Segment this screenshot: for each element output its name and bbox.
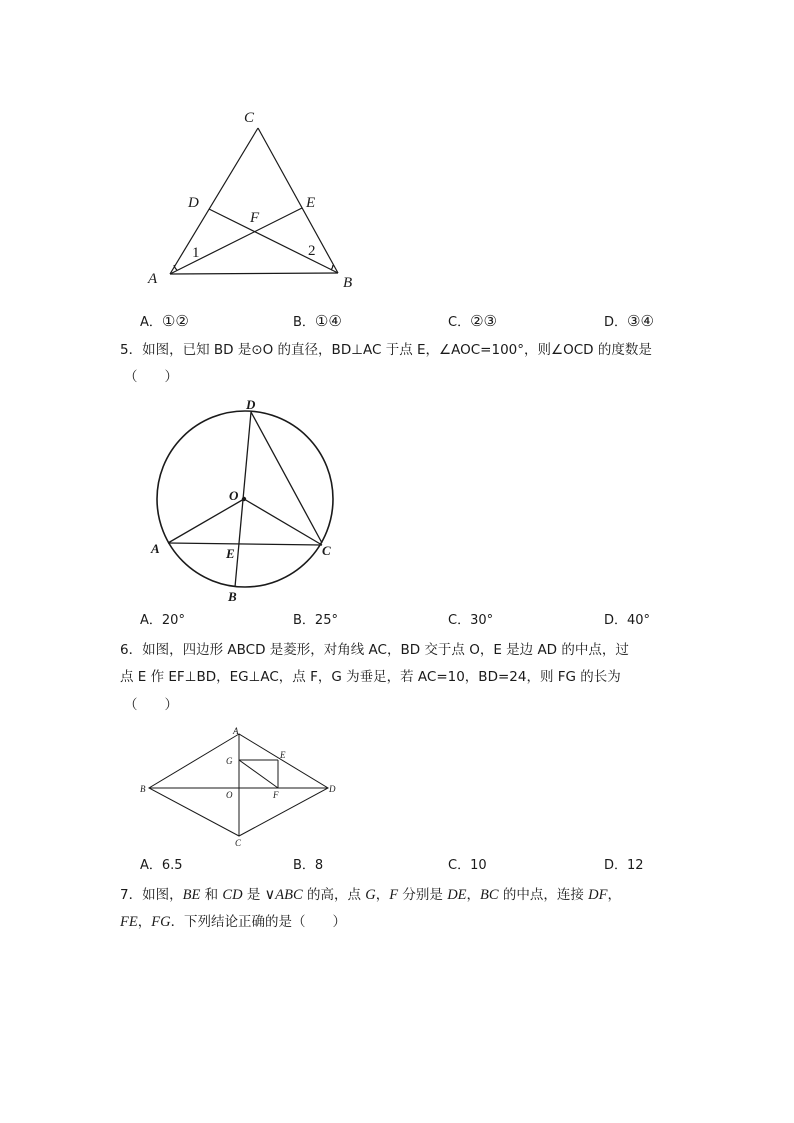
q5-option-b[interactable]: B．25° bbox=[293, 613, 338, 628]
label-b: B bbox=[343, 275, 353, 291]
label-c: C bbox=[235, 838, 242, 848]
q7-fg: FG bbox=[151, 914, 171, 930]
segment-bd bbox=[209, 209, 338, 273]
label-b: B bbox=[228, 589, 237, 604]
q6-stem-line2: 点 E 作 EF⊥BD，EG⊥AC，点 F，G 为垂足，若 AC=10，BD=24，则 FG 的长为 bbox=[120, 669, 621, 685]
q6-stem-line3: （ ） bbox=[124, 697, 178, 713]
q7-comma4: ， bbox=[137, 914, 152, 930]
q6-option-c[interactable]: C．10 bbox=[448, 858, 487, 873]
q5-option-a[interactable]: A．20° bbox=[140, 613, 185, 628]
rhombus-figure bbox=[135, 722, 345, 850]
q7-cd: CD bbox=[222, 887, 243, 903]
q7-be: BE bbox=[182, 887, 201, 903]
label-d: D bbox=[188, 195, 199, 211]
q7-comma2: ， bbox=[466, 887, 481, 903]
segment-oa bbox=[168, 499, 244, 543]
q7-bc: BC bbox=[480, 887, 499, 903]
q6-option-a[interactable]: A．6.5 bbox=[140, 858, 183, 873]
q7-and: 和 bbox=[200, 887, 223, 903]
q6-option-b[interactable]: B．8 bbox=[293, 858, 324, 873]
q7-is: 是 bbox=[242, 887, 265, 903]
q5-option-c[interactable]: C．30° bbox=[448, 613, 494, 628]
label-d: D bbox=[329, 784, 336, 794]
label-e: E bbox=[280, 750, 286, 760]
label-angle-2: 2 bbox=[308, 243, 316, 259]
label-a: A bbox=[151, 541, 160, 556]
label-angle-1: 1 bbox=[192, 245, 200, 261]
label-f: F bbox=[250, 210, 260, 226]
q4-option-d[interactable]: D．③④ bbox=[604, 312, 654, 330]
q6-stem-line1: 6．如图，四边形 ABCD 是菱形，对角线 AC，BD 交于点 O，E 是边 AD 的中点，过 bbox=[120, 642, 629, 658]
q6-option-d[interactable]: D．12 bbox=[604, 858, 644, 873]
q7-stem-line2 bbox=[120, 912, 346, 932]
label-o: O bbox=[226, 790, 233, 800]
q7-num: 7．如图， bbox=[120, 887, 183, 903]
label-g: G bbox=[226, 756, 233, 766]
q7-stem-line1 bbox=[120, 885, 621, 905]
segment-ab bbox=[170, 273, 338, 274]
q7-de: DE bbox=[447, 887, 467, 903]
q7-df: DF bbox=[588, 887, 608, 903]
q5-stem-line1: 5．如图，已知 BD 是⊙O 的直径，BD⊥AC 于点 E，∠AOC=100°，则∠OCD 的度数是 bbox=[120, 342, 652, 358]
label-c: C bbox=[244, 110, 255, 126]
label-d: D bbox=[246, 397, 256, 412]
circle-figure bbox=[140, 390, 360, 610]
q7-comma1: ， bbox=[375, 887, 390, 903]
label-a: A bbox=[148, 271, 158, 287]
label-e: E bbox=[306, 195, 316, 211]
q5-option-d[interactable]: D．40° bbox=[604, 613, 651, 628]
q4-option-b[interactable]: B．①④ bbox=[293, 312, 342, 330]
label-o: O bbox=[229, 488, 239, 503]
label-b: B bbox=[140, 784, 146, 794]
label-a: A bbox=[233, 726, 239, 736]
q7-g: G bbox=[365, 887, 376, 903]
label-e: E bbox=[226, 546, 235, 561]
angle-arc-2 bbox=[331, 265, 333, 270]
segment-gf bbox=[239, 760, 278, 788]
q4-option-a[interactable]: A．①② bbox=[140, 312, 189, 330]
q7-ask: ．下列结论正确的是（ ） bbox=[170, 914, 347, 930]
q7-f: F bbox=[389, 887, 399, 903]
label-c: C bbox=[322, 543, 331, 558]
q7-midpoint: 的中点，连接 bbox=[498, 887, 589, 903]
q7-fe: FE bbox=[120, 914, 138, 930]
q7-height: 的高，点 bbox=[302, 887, 366, 903]
segment-cb bbox=[258, 128, 338, 273]
center-point bbox=[242, 497, 246, 501]
q4-option-c[interactable]: C．②③ bbox=[448, 312, 497, 330]
q5-stem-line2: （ ） bbox=[124, 369, 178, 385]
q7-comma3: ， bbox=[607, 887, 621, 903]
triangle-figure bbox=[130, 100, 380, 300]
label-f: F bbox=[273, 790, 279, 800]
q7-triangle: ∨ABC bbox=[264, 887, 303, 903]
q7-mid: 分别是 bbox=[398, 887, 448, 903]
segment-ac bbox=[168, 543, 322, 545]
